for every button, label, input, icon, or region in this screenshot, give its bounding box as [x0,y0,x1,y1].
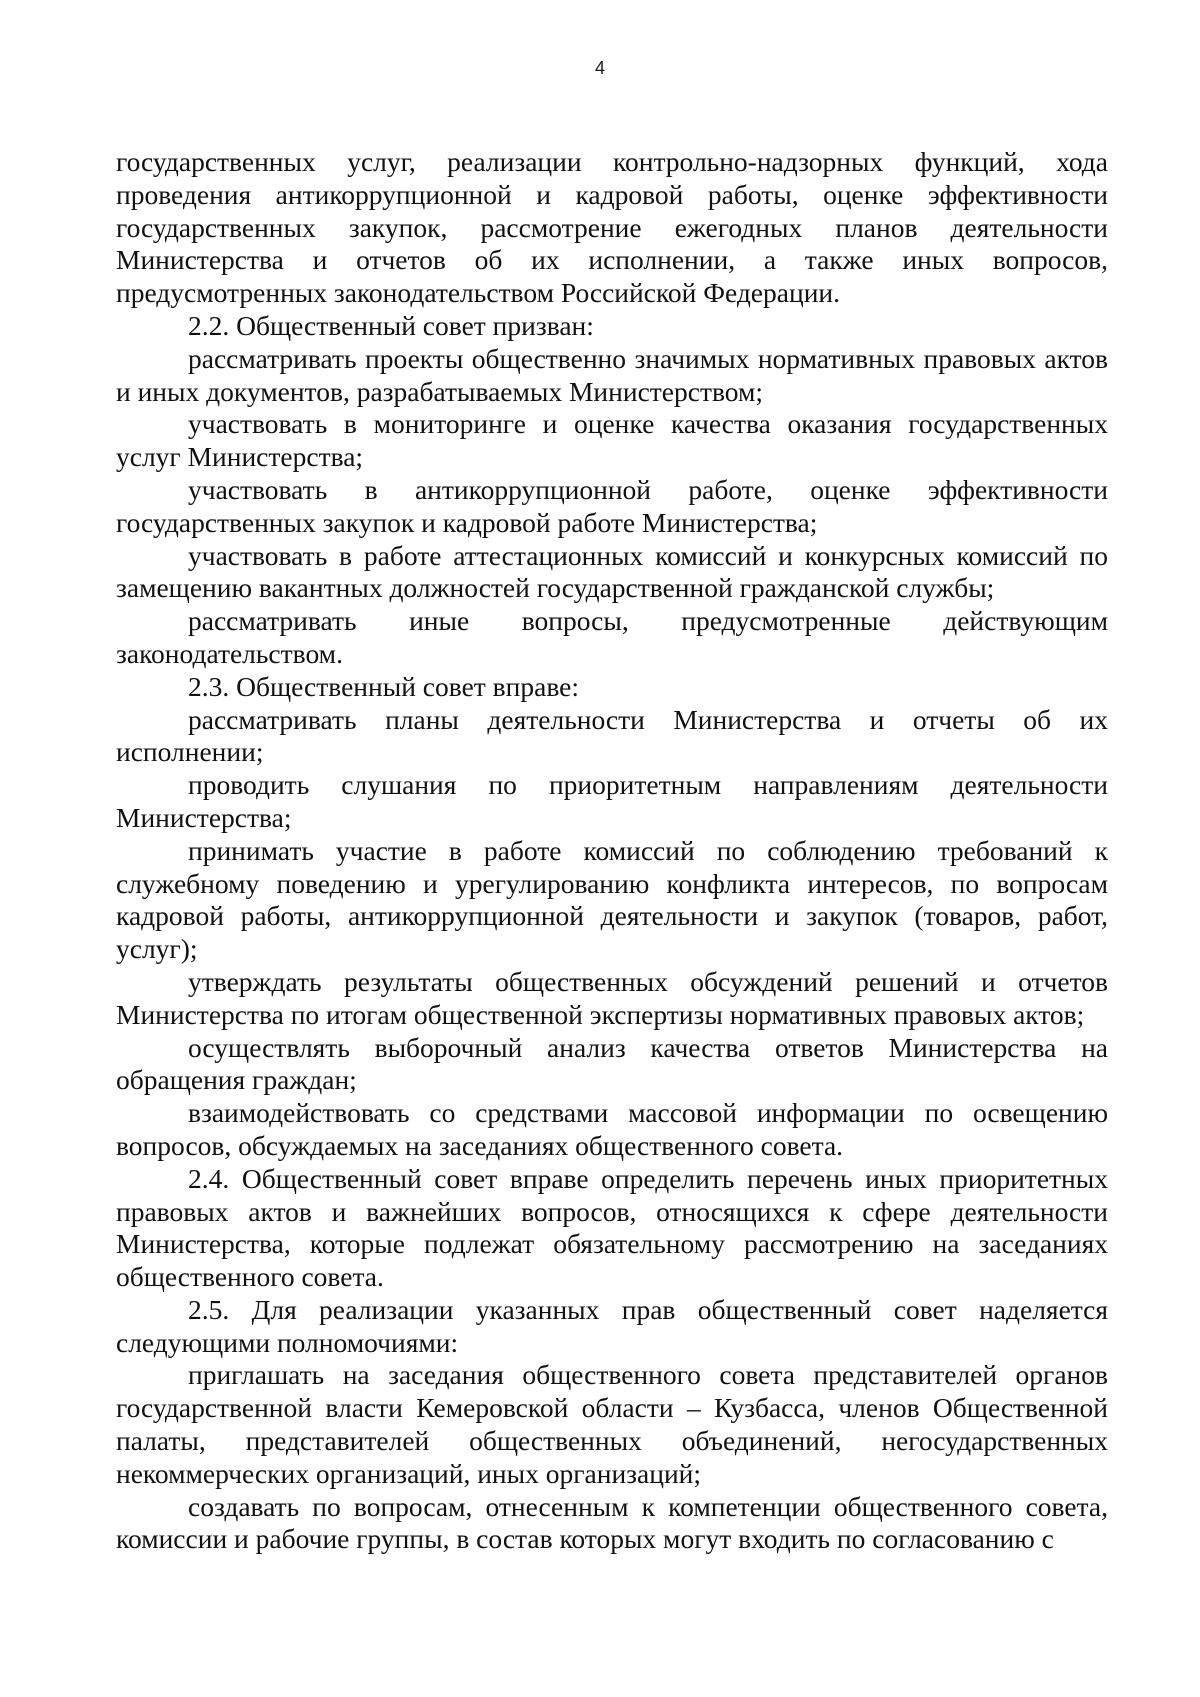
paragraph-item: рассматривать проекты общественно значимых нормативных правовых актов и иных документов, разрабатываемых Министерством; [116,342,1108,407]
page-number: 4 [594,58,605,78]
paragraph-item: взаимодействовать со средствами массовой информации по освещению вопросов, обсуждаемых на заседаниях общественного совета. [116,1097,1108,1161]
paragraph-item: осуществлять выборочный анализ качества ответов Министерства на обращения граждан; [116,1031,1108,1096]
paragraph-item: участвовать в работе аттестационных комиссий и конкурсных комиссий по замещению вакантных должностей государственной гражданской службы; [116,539,1108,604]
paragraph-item: рассматривать планы деятельности Министерства и отчеты об их исполнении; [116,703,1108,768]
paragraph-item: утверждать результаты общественных обсуждений решений и отчетов Министерства по итогам общественной экспертизы нормативных правовых актов; [116,965,1108,1030]
paragraph-section-2-5: 2.5. Для реализации указанных прав общественный совет наделяется следующими полномочиями: [116,1293,1108,1358]
paragraph-item: участвовать в мониторинге и оценке качества оказания государственных услуг Министерства; [116,408,1108,473]
paragraph-item: приглашать на заседания общественного совета представителей органов государственной власти Кемеровской области – Кузбасса, членов Общественной палаты, представителей общественных объединений, негосударственных некоммерческих организаций, иных организаций; [116,1359,1108,1489]
paragraph-continuation: государственных услуг, реализации контрольно-надзорных функций, хода проведения антикоррупционной и кадровой работы, оценке эффективности государственных закупок, рассмотрение ежегодных планов деятельности Министерства и отчетов об их исполнении, а также иных вопросов, предусмотренных законодательством Российской Федерации. [116,146,1108,309]
paragraph-item: создавать по вопросам, отнесенным к компетенции общественного совета, комиссии и рабочие группы, в состав которых могут входить по согласованию с [116,1490,1108,1555]
paragraph-section-2-3: 2.3. Общественный совет вправе: [188,670,580,702]
paragraph-section-2-4: 2.4. Общественный совет вправе определить перечень иных приоритетных правовых актов и важнейших вопросов, относящихся к сфере деятельности Министерства, которые подлежат обязательному рассмотрению на заседаниях общественного совета. [116,1162,1108,1293]
paragraph-item: участвовать в антикоррупционной работе, оценке эффективности государственных закупок и кадровой работе Министерства; [116,473,1108,538]
paragraph-item: рассматривать иные вопросы, предусмотренные действующим законодательством. [116,605,1108,669]
paragraph-section-2-2: 2.2. Общественный совет призван: [188,309,594,341]
paragraph-item: проводить слушания по приоритетным направлениям деятельности Министерства; [116,769,1108,833]
document-body [116,146,1108,1556]
paragraph-item: принимать участие в работе комиссий по соблюдению требований к служебному поведению и урегулированию конфликта интересов, по вопросам кадровой работы, антикоррупционной деятельности и закупок (товаров, работ, услуг); [116,834,1108,965]
